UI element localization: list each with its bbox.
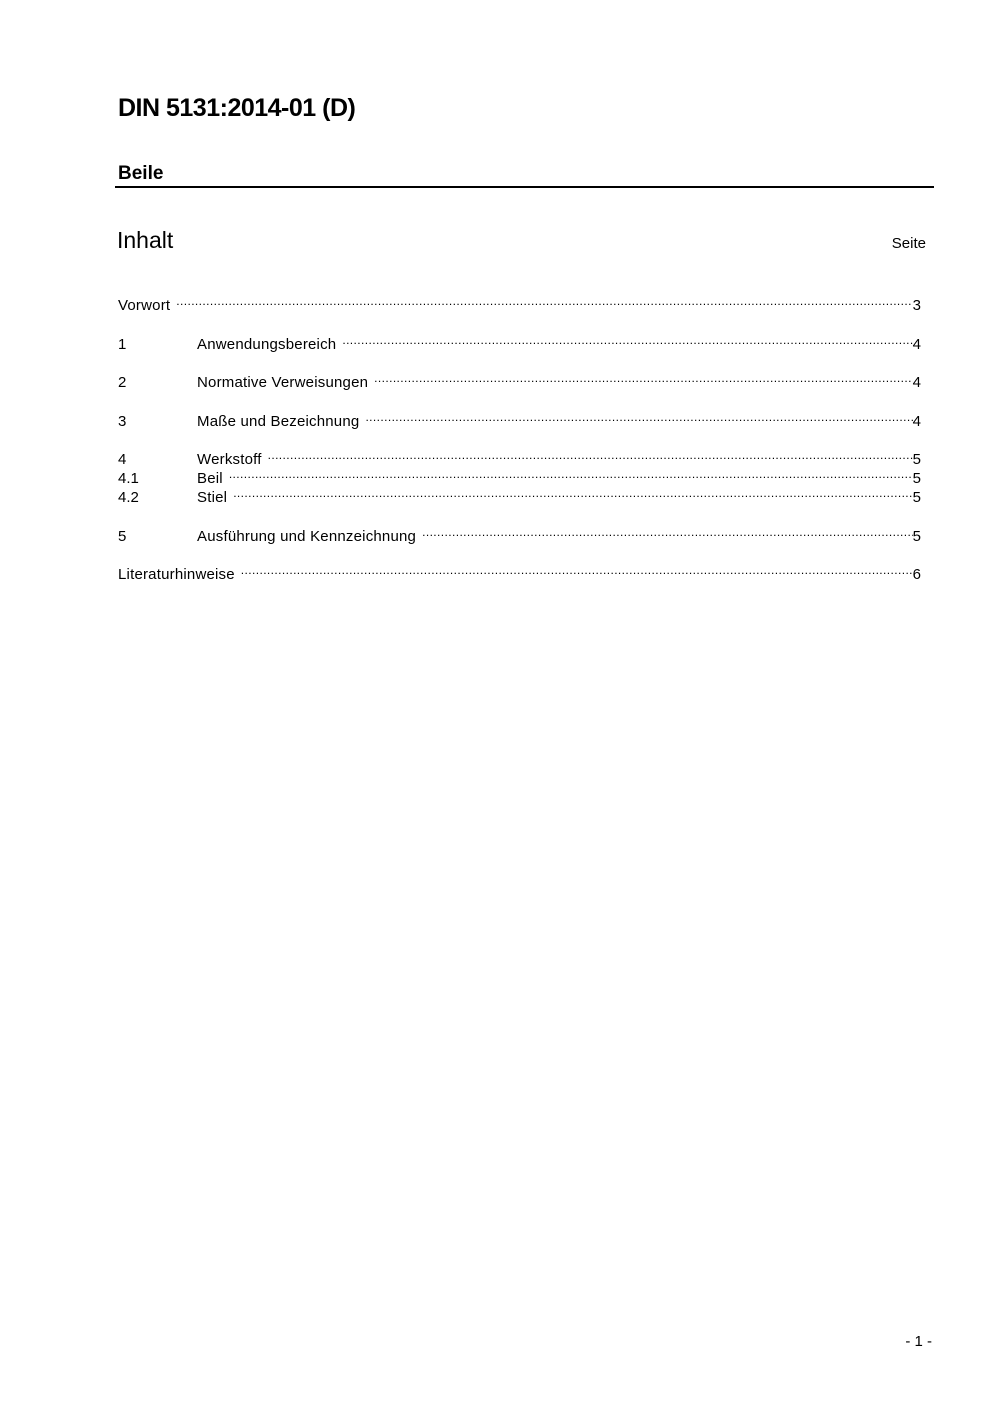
toc-entry-number: 4.1 bbox=[118, 470, 139, 487]
toc-entry-page: 5 bbox=[912, 451, 921, 468]
toc-leader-dots bbox=[229, 464, 913, 483]
toc-entry-page: 5 bbox=[912, 470, 921, 487]
toc-entry-page: 6 bbox=[912, 566, 921, 583]
toc-entry-page: 4 bbox=[912, 336, 921, 353]
toc-leader-dots bbox=[233, 483, 912, 502]
toc-entry-title: Beil bbox=[197, 470, 223, 487]
toc-entry-title: Stiel bbox=[197, 489, 228, 506]
toc-entry-page: 5 bbox=[912, 489, 921, 506]
document-id: DIN 5131:2014-01 (D) bbox=[118, 94, 356, 122]
toc-entry-page: 3 bbox=[912, 297, 921, 314]
toc-entry-page: 4 bbox=[912, 374, 921, 391]
toc-entry-literaturhinweise[interactable] bbox=[118, 560, 921, 583]
toc-entry-stiel[interactable] bbox=[118, 483, 921, 506]
toc-entry-beil[interactable] bbox=[118, 464, 921, 487]
toc-entry-title: Maße und Bezeichnung bbox=[197, 413, 360, 430]
toc-entry-number: 1 bbox=[118, 336, 127, 353]
toc-entry-vorwort[interactable] bbox=[118, 291, 921, 314]
toc-leader-dots bbox=[176, 291, 912, 310]
toc-entry-masse-und-bezeichnung[interactable] bbox=[118, 407, 921, 430]
toc-entry-title: Normative Verweisungen bbox=[197, 374, 369, 391]
toc-leader-dots bbox=[422, 522, 913, 541]
toc-entry-anwendungsbereich[interactable] bbox=[118, 330, 921, 353]
toc-entry-title: Ausführung und Kennzeichnung bbox=[197, 528, 417, 545]
toc-entry-number: 3 bbox=[118, 413, 127, 430]
toc-entry-title: Anwendungsbereich bbox=[197, 336, 337, 353]
toc-leader-dots bbox=[374, 368, 913, 387]
toc-entry-page: 5 bbox=[912, 528, 921, 545]
toc-entry-number: 2 bbox=[118, 374, 127, 391]
toc-entry-ausfuehrung-und-kennzeichnung[interactable] bbox=[118, 522, 921, 545]
page-number: - 1 - bbox=[905, 1333, 932, 1350]
toc-entry-werkstoff[interactable] bbox=[118, 445, 921, 468]
toc-leader-dots bbox=[342, 330, 912, 349]
toc-entry-page: 4 bbox=[912, 413, 921, 430]
toc-entry-normative-verweisungen[interactable] bbox=[118, 368, 921, 391]
toc-leader-dots bbox=[365, 407, 912, 426]
toc-leader-dots bbox=[268, 445, 913, 464]
toc-page-column-label: Seite bbox=[891, 235, 926, 252]
toc-entry-number: 4.2 bbox=[118, 489, 139, 506]
toc-entry-title: Vorwort bbox=[118, 297, 171, 314]
toc-leader-dots bbox=[241, 560, 913, 579]
toc-entry-title: Werkstoff bbox=[197, 451, 262, 468]
toc-heading: Inhalt bbox=[117, 227, 174, 253]
toc-entry-number: 5 bbox=[118, 528, 127, 545]
toc-entry-title: Literaturhinweise bbox=[118, 566, 235, 583]
toc-entry-number: 4 bbox=[118, 451, 127, 468]
document-subtitle: Beile bbox=[118, 163, 164, 184]
table-of-contents bbox=[118, 0, 921, 1403]
